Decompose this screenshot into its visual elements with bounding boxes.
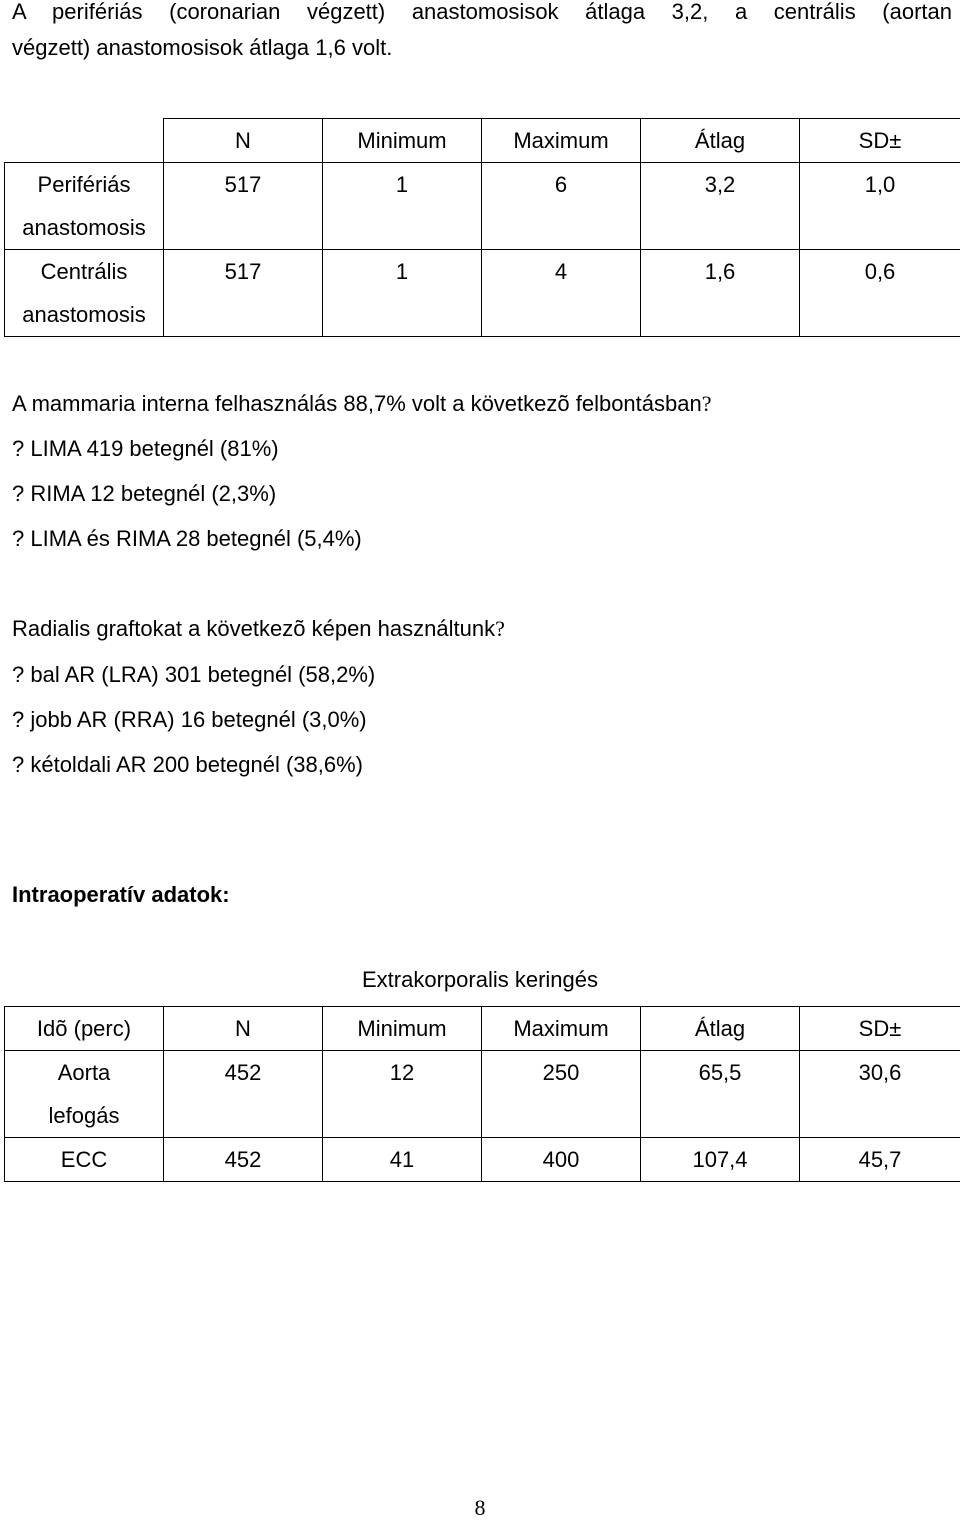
header-cell: Minimum xyxy=(323,1007,482,1051)
table-cell: 45,7 xyxy=(800,1138,960,1182)
table-cell: 107,4 xyxy=(641,1138,800,1182)
table-cell: 65,5 xyxy=(641,1051,800,1138)
table-cell: 1 xyxy=(323,163,482,250)
header-cell: Idõ (perc) xyxy=(5,1007,164,1051)
table-cell: 452 xyxy=(164,1051,323,1138)
header-cell: Átlag xyxy=(641,119,800,163)
intraoperative-table xyxy=(4,1006,960,1182)
intro-paragraph xyxy=(12,0,952,66)
row-label: Aorta lefogás xyxy=(5,1051,164,1138)
table-row xyxy=(5,1138,960,1182)
row-label: Centrális anastomosis xyxy=(5,250,164,337)
table-cell: 4 xyxy=(482,250,641,337)
header-cell: Maximum xyxy=(482,1007,641,1051)
page-number: 8 xyxy=(0,1495,960,1521)
mammaria-intro: A mammaria interna felhasználás 88,7% volt a következõ felbontásban? xyxy=(12,389,712,419)
table-cell: 1,0 xyxy=(800,163,960,250)
table-cell: 1,6 xyxy=(641,250,800,337)
section-heading: Intraoperatív adatok: xyxy=(12,882,230,908)
table-cell: 250 xyxy=(482,1051,641,1138)
row-label: Perifériás anastomosis xyxy=(5,163,164,250)
header-cell xyxy=(5,119,164,163)
intro-line-1: A perifériás (coronarian végzett) anastomosisok átlaga 3,2, a centrális (aortan xyxy=(12,0,952,30)
table-cell: 30,6 xyxy=(800,1051,960,1138)
list-item: ? RIMA 12 betegnél (2,3%) xyxy=(12,479,276,509)
list-item: ? LIMA és RIMA 28 betegnél (5,4%) xyxy=(12,524,362,554)
list-item: ? kétoldali AR 200 betegnél (38,6%) xyxy=(12,750,363,780)
anastomosis-table xyxy=(4,118,960,337)
header-cell: N xyxy=(164,119,323,163)
table-header-row xyxy=(5,119,960,163)
table-cell: 1 xyxy=(323,250,482,337)
table-cell: 400 xyxy=(482,1138,641,1182)
header-cell: N xyxy=(164,1007,323,1051)
table-cell: 6 xyxy=(482,163,641,250)
list-item: ? jobb AR (RRA) 16 betegnél (3,0%) xyxy=(12,705,367,735)
list-item: ? LIMA 419 betegnél (81%) xyxy=(12,434,279,464)
list-item: ? bal AR (LRA) 301 betegnél (58,2%) xyxy=(12,660,375,690)
table-header-row xyxy=(5,1007,960,1051)
table-cell: 3,2 xyxy=(641,163,800,250)
header-cell: Maximum xyxy=(482,119,641,163)
header-cell: Minimum xyxy=(323,119,482,163)
intro-line-2: végzett) anastomosisok átlaga 1,6 volt. xyxy=(12,35,392,60)
radialis-intro: Radialis graftokat a következõ képen használtunk? xyxy=(12,614,505,644)
header-cell: SD± xyxy=(800,1007,960,1051)
table-cell: 517 xyxy=(164,163,323,250)
table-cell: 41 xyxy=(323,1138,482,1182)
header-cell: Átlag xyxy=(641,1007,800,1051)
table-cell: 517 xyxy=(164,250,323,337)
row-label: ECC xyxy=(5,1138,164,1182)
table-caption: Extrakorporalis keringés xyxy=(0,967,960,993)
header-cell: SD± xyxy=(800,119,960,163)
question-mark-glyph: ? xyxy=(702,391,712,416)
table-cell: 452 xyxy=(164,1138,323,1182)
question-mark-glyph: ? xyxy=(495,616,505,641)
table-cell: 12 xyxy=(323,1051,482,1138)
table-cell: 0,6 xyxy=(800,250,960,337)
